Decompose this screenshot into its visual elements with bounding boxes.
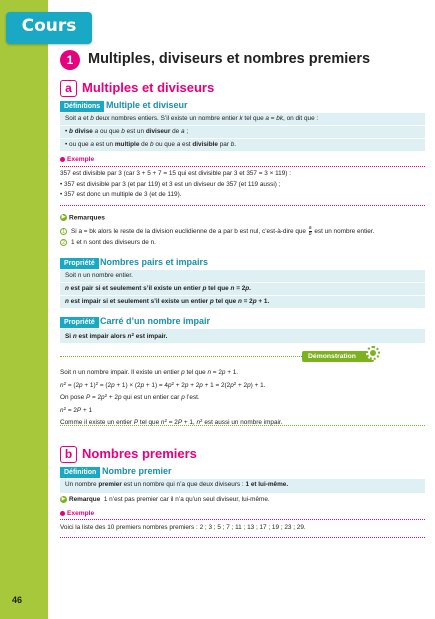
remarks-text: [60, 226, 425, 248]
example-line: Voici la liste des 10 premiers nombres premiers : 2 ; 3 ; 5 ; 7 ; 11 ; 13 ; 17 ; 19 ; 23 ; 29.: [60, 524, 306, 531]
section-number: 1: [60, 50, 80, 70]
circled-number-icon: 2: [60, 239, 67, 246]
property-box: [60, 329, 425, 343]
demonstration-text: [60, 368, 425, 429]
example-dot-icon: [60, 511, 65, 516]
property-line: n est pair si et seulement s’il existe un entier p tel que n = 2p.: [60, 282, 425, 295]
gear-icon: [366, 346, 380, 360]
property-box: [60, 270, 425, 308]
fraction: $\frac{a}{b}$: [308, 225, 312, 237]
circled-number-icon: 1: [60, 228, 67, 235]
demonstration-end-divider: [60, 425, 425, 426]
example-text: [60, 169, 425, 201]
definition-box: [60, 479, 425, 493]
demonstration-line: $n^2 = 2P + 1$: [60, 405, 93, 414]
cours-tab[interactable]: [6, 12, 92, 44]
remark-text: ▶ Remarque 1 n’est pas premier car il n’a qu’un seul diviseur, lui-même.: [61, 495, 270, 503]
example-line: • 357 est donc un multiple de 3 (et de 119).: [60, 191, 182, 198]
remark-item: 2 1 et n sont des diviseurs de n.: [60, 238, 425, 249]
property-line: Si n est impair alors $n^2$ est impair.: [65, 332, 168, 340]
left-sidebar: [0, 0, 48, 619]
example-divider: [60, 205, 425, 206]
property-line: Soit n un nombre entier.: [65, 272, 133, 279]
section-title: Multiples, diviseurs et nombres premiers: [88, 51, 371, 67]
example-divider: [60, 166, 425, 167]
demonstration-line: $n^2 = (2p + 1)^2 = (2p + 1) \times (2p + 1) = 4p^2 + 2p + 2p + 1 = 2(2p^2 + 2p) + 1$.: [60, 380, 266, 389]
definition-box: [60, 113, 425, 151]
definition-line: Un nombre premier est un nombre qui n’a que deux diviseurs : 1 et lui-même.: [65, 481, 289, 488]
example-label: Exemple: [60, 156, 94, 163]
subsection-title: Multiples et diviseurs: [82, 80, 215, 95]
subsection-letter: b: [60, 446, 77, 463]
definition-line: Soit a et b deux nombres entiers. S’il existe un nombre entier k tel que a = bk, on dit que :: [65, 115, 319, 122]
example-dot-icon: [60, 157, 65, 162]
property-tag: Propriété: [60, 258, 99, 269]
section-heading: [60, 50, 425, 70]
example-line: • 357 est divisible par 3 (et par 119) et 3 est un diviseur de 357 (et 119 aussi) ;: [60, 180, 281, 188]
property-title: Carré d’un nombre impair: [100, 316, 211, 326]
demonstration-tag: Démonstration: [302, 351, 374, 362]
property-tag: Propriété: [60, 317, 99, 328]
definition-tag: Définition: [60, 467, 100, 478]
example-line: 357 est divisible par 3 (car 3 + 5 + 7 = 15 qui est divisible par 3 et 357 = 3 × 119) :: [60, 170, 291, 177]
example-divider: [60, 537, 425, 538]
definition-line: • ou que a est un multiple de b ou que a est divisible par b.: [60, 138, 425, 151]
arrow-right-icon: ▶: [61, 495, 66, 502]
subsection-letter: a: [60, 80, 77, 97]
page-number: 46: [12, 595, 23, 605]
arrow-right-icon: ▶: [61, 214, 66, 220]
example-label: Exemple: [60, 510, 94, 517]
example-divider: [60, 519, 425, 520]
definition-title: Nombre premier: [102, 466, 172, 476]
property-title: Nombres pairs et impairs: [100, 257, 209, 267]
property-line: n est impair si et seulement s’il existe un entier p tel que n = 2p + 1.: [60, 295, 425, 308]
cours-tab-label: Cours: [21, 16, 77, 36]
demonstration-line: On pose $P = 2p^2 + 2p$ qui est un entier car p l’est.: [60, 393, 200, 401]
demonstration-line: Comme il existe un entier P tel que $n^2 = 2P + 1$, $n^2$ est aussi un nombre impair.: [60, 418, 283, 426]
remark-item: 1 Si a = bk alors le reste de la division euclidienne de a par b est nul, c’est-à-dire que $\frac{a}{b}$ est un nombre entier.: [60, 226, 425, 238]
definition-title: Multiple et diviseur: [106, 100, 188, 110]
definition-tag: Définitions: [60, 101, 104, 112]
subsection-title: Nombres premiers: [82, 446, 197, 461]
demonstration-line: Soit n un nombre impair. Il existe un entier p tel que n = 2p + 1.: [60, 369, 239, 376]
definition-line: • b divise a ou que b est un diviseur de a ;: [60, 125, 425, 138]
remarks-label: ▶ Remarques: [61, 214, 105, 222]
